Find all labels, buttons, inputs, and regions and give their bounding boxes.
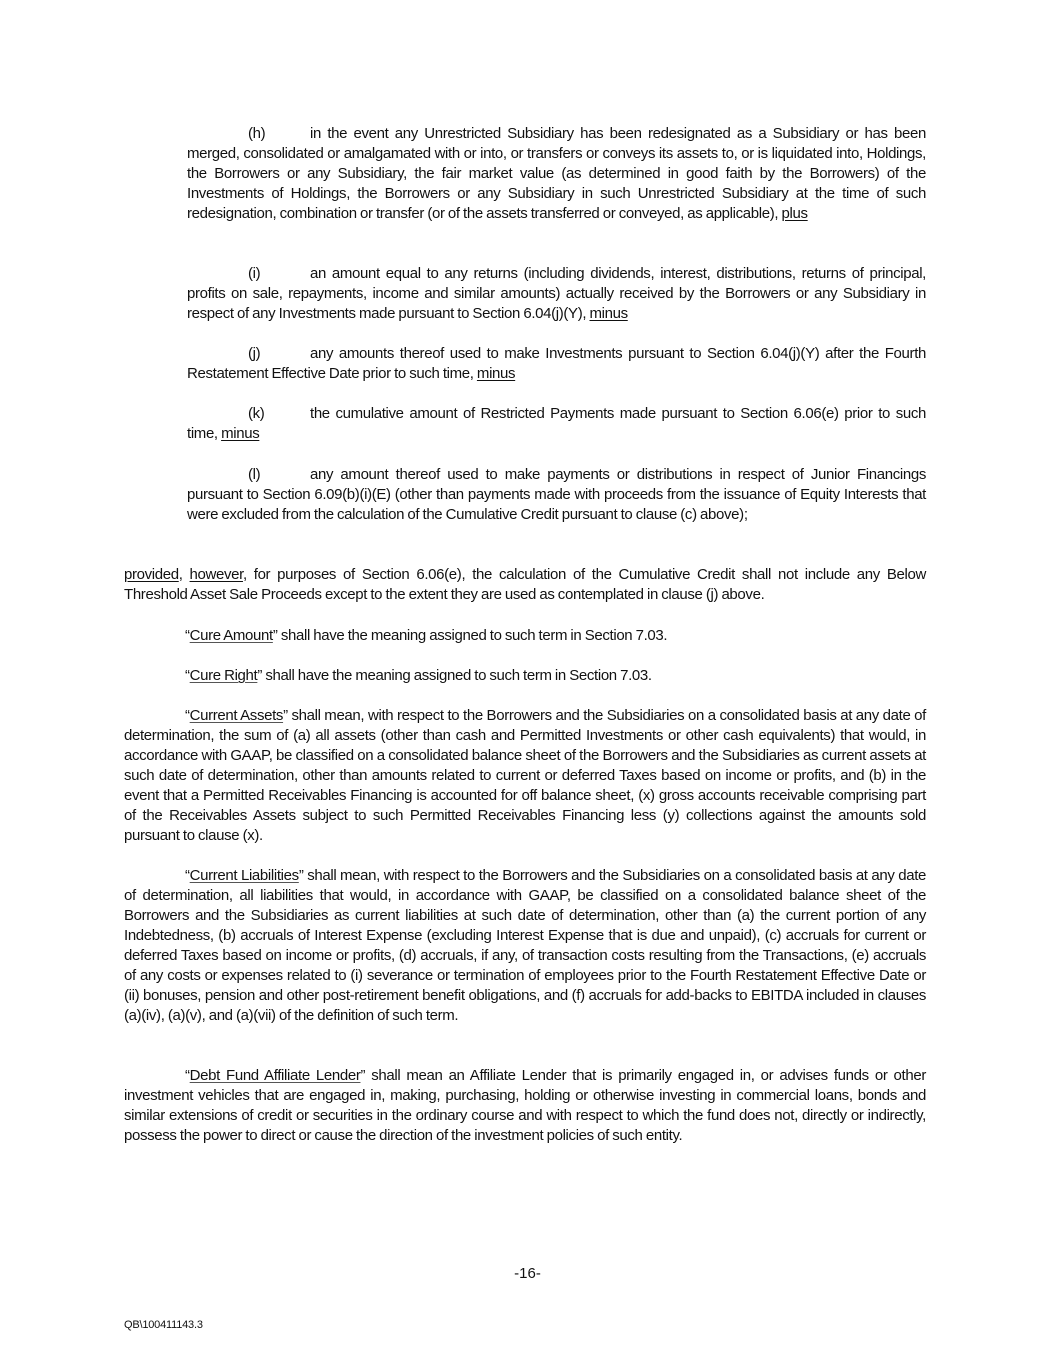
definition-debt-fund-affiliate-lender [124, 1066, 926, 1146]
open-quote: “ [185, 707, 190, 724]
definition-current-liabilities [124, 866, 926, 1026]
close-quote: ” [283, 707, 288, 724]
clause-k [187, 404, 926, 444]
clause-text: the cumulative amount of Restricted Payments made pursuant to Section 6.06(e) prior to such time, [187, 405, 926, 442]
definition-text: shall mean, with respect to the Borrowers and the Subsidiaries on a consolidated basis at any date of determination, the sum of (a) all assets (other than cash and Permitted Investments or other cash equivalents) that would, in accordance with GAAP, be classified on a consolidated balance sheet of the Borrowers and the Subsidiaries as current assets at such date of determination, other than amounts related to current or deferred Taxes based on income or profits, and (b) in the event that a Permitted Receivables Financing is accounted for off balance sheet, (x) gross accounts receivable comprising part of the Receivables Assets subject to such Permitted Receivables Financing less (y) collections against the amounts sold pursuant to clause (x). [124, 707, 926, 844]
definition-cure-amount [124, 626, 926, 646]
clause-label: (j) [248, 345, 261, 362]
page-number: -16- [514, 1265, 541, 1282]
document-id: QB\100411143.3 [124, 1319, 203, 1331]
clause-label: (k) [248, 405, 265, 422]
definition-text: shall mean an Affiliate Lender that is primarily engaged in, or advises funds or other investment vehicles that are engaged in, making, purchasing, holding or otherwise investing in commercial loans, bonds and similar extensions of credit or securities in the ordinary course and with respect to which the fund does not, directly or indirectly, possess the power to direct or cause the direction of the investment policies of such entity. [124, 1067, 926, 1144]
clause-connector: plus [781, 205, 808, 222]
clause-text: any amount thereof used to make payments or distributions in respect of Junior Financings pursuant to Section 6.09(b)(i)(E) (other than payments made with proceeds from the issuance of Equity Interests that were excluded from the calculation of the Cumulative Credit pursuant to clause (c) above); [187, 466, 926, 523]
close-quote: ” [272, 627, 278, 644]
open-quote: “ [185, 627, 190, 644]
close-quote: ” [257, 667, 263, 684]
open-quote: “ [185, 667, 190, 684]
proviso-separator: , [178, 566, 190, 583]
open-quote: “ [185, 1067, 190, 1084]
clause-text: an amount equal to any returns (including dividends, interest, distributions, returns of principal, profits on sale, repayments, income and similar amounts) actually received by the Borrowers or any Subsidiary in respect of any Investments made pursuant to Section 6.04(j)(Y), [187, 265, 926, 322]
proviso-word-however: however [189, 566, 243, 583]
definition-text: shall mean, with respect to the Borrowers and the Subsidiaries on a consolidated basis at any date of determination, all liabilities that would, in accordance with GAAP, be classified on a consolidated balance sheet of the Borrowers and the Subsidiaries as current liabilities at such date of determination, other than (a) the current portion of any Indebtedness, (b) accruals of Interest Expense (excluding Interest Expense that is due and unpaid), (c) accruals for current or deferred Taxes based on income or profits, (d) accruals, if any, of transaction costs resulting from the Transactions, (e) accruals of any costs or expenses related to (i) severance or termination of employees prior to the Fourth Restatement Effective Date or (ii) bonuses, pension and other post-retirement benefit obligations, and (f) accruals for add-backs to EBITDA included in clauses (a)(iv), (a)(v), and (a)(vii) of the definition of such term. [124, 867, 927, 1024]
clause-connector: minus [221, 425, 260, 442]
defined-term: Current Liabilities [189, 867, 299, 884]
clause-connector: minus [476, 365, 516, 382]
definition-current-assets [124, 706, 926, 846]
close-quote: ” [298, 867, 304, 884]
clause-label: (h) [248, 125, 266, 142]
open-quote: “ [185, 867, 190, 884]
proviso-text: , for purposes of Section 6.06(e), the calculation of the Cumulative Credit shall not include any Below Threshold Asset Sale Proceeds except to the extent they are used as contemplated in clause (j) above. [124, 566, 927, 603]
definition-cure-right [124, 666, 926, 686]
defined-term: Cure Amount [189, 627, 273, 644]
clause-connector: minus [589, 305, 628, 322]
clause-text: any amounts thereof used to make Investments pursuant to Section 6.04(j)(Y) after the Fourth Restatement Effective Date prior to such time, [187, 345, 926, 382]
clause-i [187, 264, 926, 324]
defined-term: Current Assets [189, 707, 284, 724]
definition-text: shall have the meaning assigned to such term in Section 7.03. [277, 627, 668, 644]
clause-l [187, 465, 926, 525]
clause-text: in the event any Unrestricted Subsidiary has been redesignated as a Subsidiary or has been merged, consolidated or amalgamated with or into, or transfers or conveys its assets to, or is liquidated into, Holdings, the Borrowers or any Subsidiary, the fair market value (as determined in good faith by the Borrowers) of the Investments of Holdings, the Borrowers or any Subsidiary in such Unrestricted Subsidiary at the time of such redesignation, combination or transfer (or of the assets transferred or conveyed, as applicable), [187, 125, 926, 222]
proviso-paragraph [124, 565, 926, 605]
defined-term: Debt Fund Affiliate Lender [189, 1067, 361, 1084]
clause-h [187, 124, 926, 224]
clause-j [187, 344, 926, 384]
proviso-word-provided: provided [124, 566, 179, 583]
clause-label: (i) [248, 265, 261, 282]
close-quote: ” [360, 1067, 366, 1084]
definition-text: shall have the meaning assigned to such term in Section 7.03. [262, 667, 652, 684]
clause-label: (l) [248, 466, 261, 483]
defined-term: Cure Right [189, 667, 258, 684]
